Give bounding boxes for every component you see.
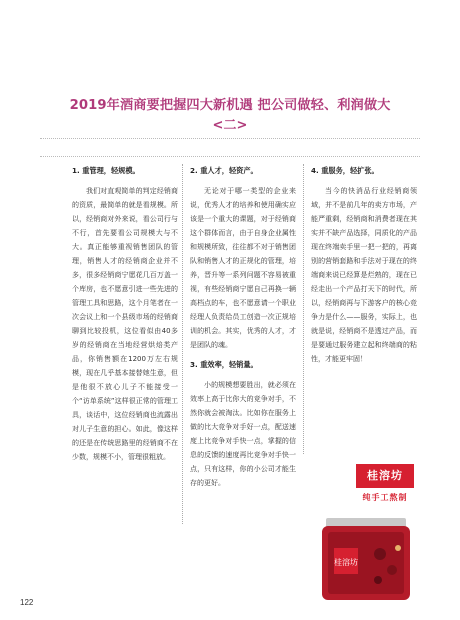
- paragraph: 小的规模想要胜出，就必须在效率上高于比你大的竞争对手，不然你就会被淘汰。比如你在服务上做的比大竞争对手好一点，配送速度上比竞争对手快一点，掌握的信息的反馈的速度再比竞争对手快一点，只有这样，你的小公司才能生存的更好。: [190, 381, 296, 487]
- column-2: [190, 164, 296, 490]
- paragraph: 我们对直观简单的判定经销商的资质，最简单的就是看规模。所以，经销商对外来说，看公司行与不行，首先要看公司规模大与不大。真正能够重视销售团队的管理，销售人才的经销商企业并不多，很多经销商宁愿花几百万盖一个库房，也不愿意引进一些先进的管理工具和思路，这个月笔者在一次会议上和一个县级市场的经销商聊到比较投机，这位看似由40多岁的经销商在当地经营烘焙类产品，你销售额在1200万左右规模，现在几乎基本接替她生意，但是他很不放心儿子不能接受一个“访单系统”这样很正常的管理工具，谈话中，这位经销商也流露出对儿子生意的担心。如此，像这样的还是在传统思路里的经销商不在少数，规模不小，管理很粗放。: [72, 187, 178, 461]
- section-heading: 2. 重人才，轻资产。: [190, 166, 258, 175]
- page-number: 122: [20, 598, 34, 607]
- paragraph: 无论对于哪一类型的企业来说，优秀人才的培养和使用确实应该是一个重大的课题，对于经销商这个群体而言，由于自身企业属性和规模所致，往往都不对于销售团队和销售人才的正规化的管理，培养，晋升等一系列问题不容易被重视，有些经销商宁愿自己再换一辆高档点的车，也不愿意请一个职业经理人负责给员工创造一次正规培训的机会。其实，优秀的人才，才是团队的魂。: [190, 187, 296, 349]
- brand-logo: 桂溶坊: [356, 464, 414, 488]
- jar-label: 桂溶坊: [334, 558, 358, 567]
- product-jar-image: [320, 518, 412, 600]
- brand-tagline: 纯手工熬制: [362, 493, 408, 502]
- paragraph: 当今的快消品行业经销商领域，并不是前几年的卖方市场，产能严重剩，经销商和消费者现在其实并不缺产品选择，同质化的产品现在终端卖手里一把一把的，再离别的营销套路和手法对于现在的终端商来说已经算是烂熟的，现在已经走出一个产品打天下的时代，所以，经销商再与下游客户的核心竞争力是什么——服务，实际上，也就是说，经销商不是透过产品，而是要通过服务建立起和终端商的粘性，才能更牢固！: [311, 187, 417, 363]
- section-heading: 3. 重效率，轻销量。: [190, 360, 258, 369]
- column-1: [72, 164, 178, 464]
- column-divider-1: [182, 164, 183, 524]
- top-divider: [40, 138, 420, 139]
- header-divider: [40, 156, 420, 157]
- column-divider-2: [303, 164, 304, 454]
- title-subtitle: <二>: [212, 118, 248, 133]
- section-heading: 4. 重服务，轻扩张。: [311, 166, 379, 175]
- title-main: 2019年酒商要把握四大新机遇 把公司做轻、利润做大: [69, 98, 391, 113]
- article-title: [40, 96, 420, 136]
- column-3: [311, 164, 417, 366]
- section-heading: 1. 重管理，轻规模。: [72, 166, 140, 175]
